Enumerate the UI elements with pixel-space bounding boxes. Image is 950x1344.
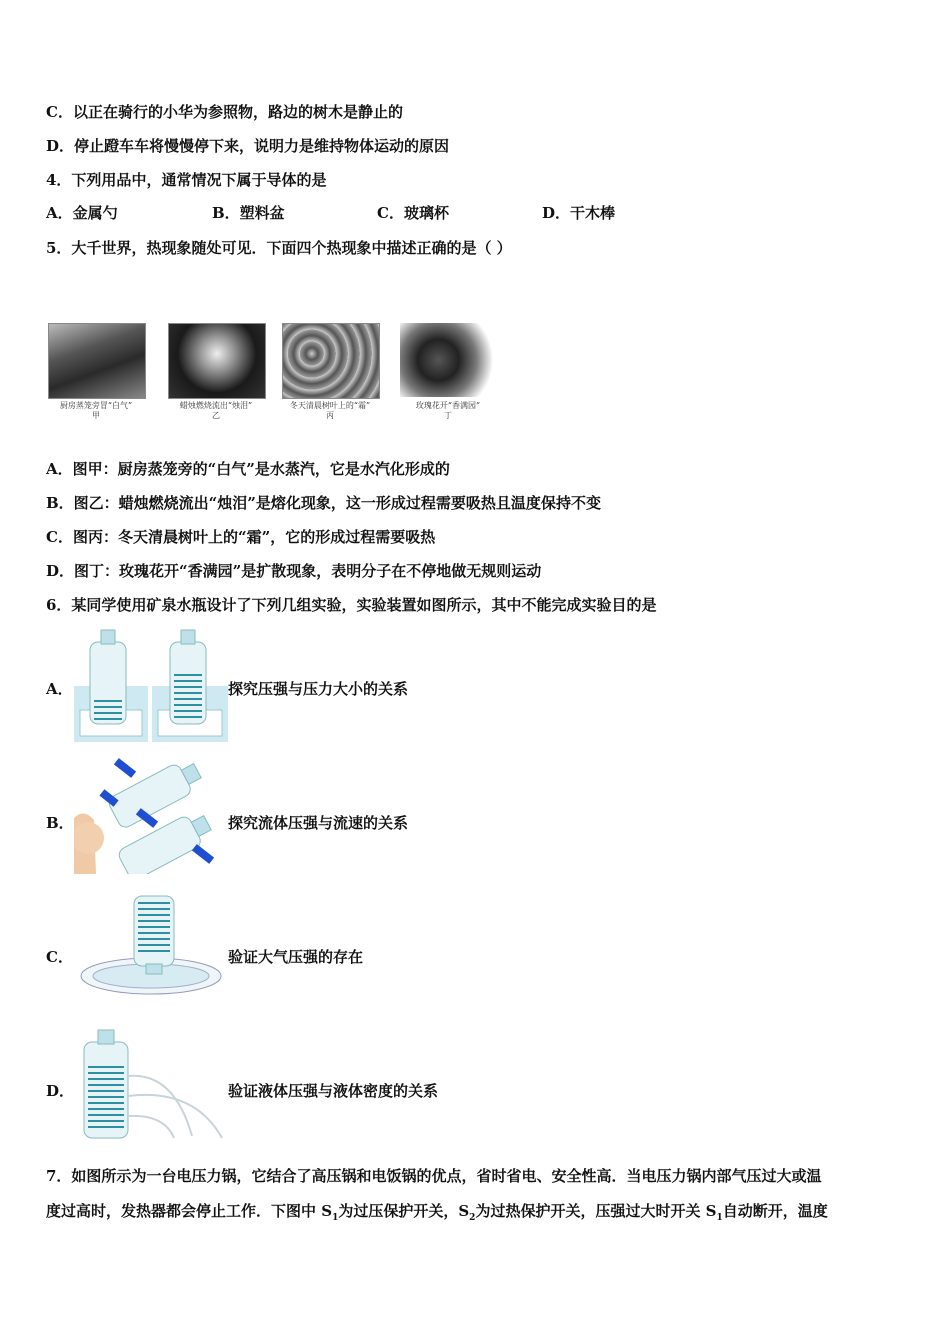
q7-text: 为过热保护开关，压强过大时开关 S bbox=[475, 1202, 717, 1220]
figure-caption-bing bbox=[275, 401, 385, 421]
figure-caption-text: 冬天清晨树叶上的“霜” bbox=[289, 401, 371, 410]
q7-text: 自动断开，温度 bbox=[722, 1202, 828, 1220]
blowing-bottles-figure bbox=[74, 758, 228, 874]
q4-stem: 4．下列用品中，通常情况下属于导体的是 bbox=[46, 171, 327, 189]
q5-option-c: C．图丙：冬天清晨树叶上的“霜”，它的形成过程需要吸热 bbox=[46, 528, 436, 546]
q3-option-c: C．以正在骑行的小华为参照物，路边的树木是静止的 bbox=[46, 103, 403, 121]
q5-option-b: B．图乙：蜡烛燃烧流出“烛泪”是熔化现象，这一形成过程需要吸热且温度保持不变 bbox=[46, 494, 601, 512]
subscript: 2 bbox=[469, 1213, 476, 1223]
subscript: 1 bbox=[716, 1213, 723, 1223]
bottles-on-sponge-figure bbox=[74, 626, 228, 742]
figure-caption-text: 蜡烛燃烧流出“烛泪” bbox=[179, 401, 253, 410]
q7-text: 为过压保护开关，S bbox=[338, 1202, 470, 1220]
q6-stem: 6．某同学使用矿泉水瓶设计了下列几组实验，实验装置如图所示，其中不能完成实验目的是 bbox=[46, 596, 657, 614]
bottle-water-jets-figure bbox=[74, 1026, 228, 1142]
q6-option-c-text: 验证大气压强的存在 bbox=[228, 948, 364, 966]
q6-option-c-label: C． bbox=[46, 948, 73, 966]
q4-option-a: A．金属勺 bbox=[46, 204, 118, 222]
figure-caption-ding bbox=[393, 401, 503, 421]
q4-option-c: C．玻璃杯 bbox=[377, 204, 449, 222]
q7-text: 度过高时，发热器都会停止工作．下图中 S bbox=[46, 1202, 333, 1220]
candle-photo bbox=[168, 323, 266, 399]
figure-caption-jia bbox=[41, 401, 151, 421]
subscript: 1 bbox=[332, 1213, 339, 1223]
q5-option-a: A．图甲：厨房蒸笼旁的“白气”是水蒸汽，它是水汽化形成的 bbox=[46, 460, 450, 478]
q5-stem: 5．大千世界，热现象随处可见．下面四个热现象中描述正确的是（ ） bbox=[46, 239, 512, 257]
figure-caption-yi bbox=[161, 401, 271, 421]
figure-caption-text: 玫瑰花开“香满园” bbox=[415, 401, 481, 410]
q6-option-b-label: B． bbox=[46, 814, 74, 832]
figure-tag: 甲 bbox=[92, 411, 100, 420]
q6-option-d-text: 验证液体压强与液体密度的关系 bbox=[228, 1082, 439, 1100]
q7-line-2 bbox=[46, 1201, 906, 1228]
q6-option-a-label: A． bbox=[46, 680, 73, 698]
q7-line-1: 7．如图所示为一台电压力锅，它结合了高压锅和电饭锅的优点，省时省电、安全性高．当电压力锅内部气压过大或温 bbox=[46, 1167, 822, 1185]
q6-option-a-text: 探究压强与压力大小的关系 bbox=[228, 680, 409, 698]
q3-option-d: D．停止蹬车车将慢慢停下来，说明力是维持物体运动的原因 bbox=[46, 137, 450, 155]
rose-photo bbox=[400, 323, 496, 397]
q4-option-d: D．干木棒 bbox=[542, 204, 616, 222]
q6-option-b-text: 探究流体压强与流速的关系 bbox=[228, 814, 409, 832]
q6-option-d-label: D． bbox=[46, 1082, 75, 1100]
q5-option-d: D．图丁：玫瑰花开“香满园”是扩散现象，表明分子在不停地做无规则运动 bbox=[46, 562, 542, 580]
inverted-bottle-dish-figure bbox=[74, 892, 228, 1008]
figure-tag: 丁 bbox=[444, 411, 452, 420]
figure-tag: 乙 bbox=[212, 411, 220, 420]
frost-leaf-photo bbox=[282, 323, 380, 399]
q4-option-b: B．塑料盆 bbox=[212, 204, 285, 222]
figure-caption-text: 厨房蒸笼旁冒“白气” bbox=[59, 401, 133, 410]
steamer-photo bbox=[48, 323, 146, 399]
figure-tag: 丙 bbox=[326, 411, 334, 420]
